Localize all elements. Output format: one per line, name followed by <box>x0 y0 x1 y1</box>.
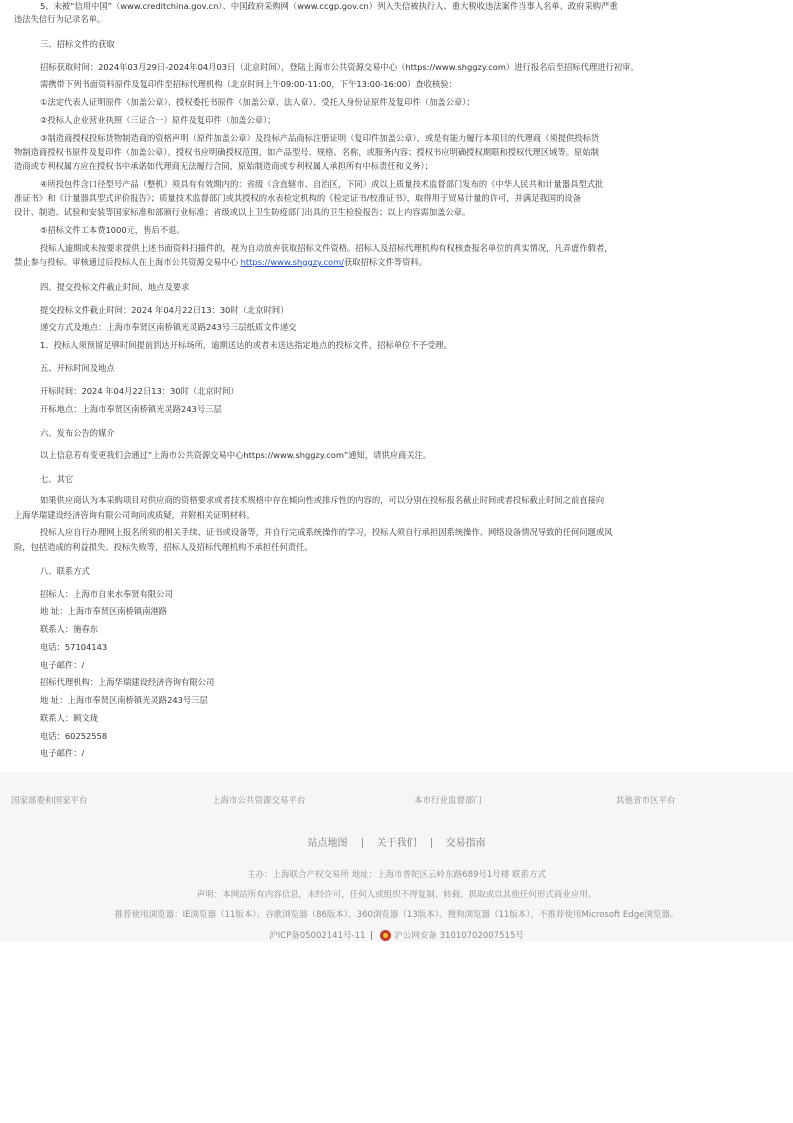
footer-nav-sitemap[interactable]: 站点地图 <box>307 838 348 849</box>
icp-number[interactable]: 沪ICP备05002141号-11 <box>269 931 366 941</box>
agency-contact: 联系人：顾文珑 <box>40 713 99 723</box>
document-item-3-cont2: 造商或专利权属方应在授权书中承诺如代理商无法履行合同，原始制造商或专利权属人承担所有中标责任和义务）； <box>14 161 433 171</box>
media-notice: 以上信息若有变更我们会通过“上海市公共资源交易中心https://www.shggzy.com”通知，请供应商关注。 <box>40 450 432 460</box>
agency-address: 地 址：上海市奉贤区南桥镇光灵路243号三层 <box>40 695 208 705</box>
tenderer-name: 招标人：上海市自来水奉贤有限公司 <box>40 589 173 599</box>
requirement-item-5-cont: 违法失信行为记录名单。 <box>14 14 106 24</box>
tenderer-phone: 电话：57104143 <box>40 642 108 652</box>
agency-name: 招标代理机构：上海华瑞建设经济咨询有限公司 <box>40 677 215 687</box>
section-6-title: 六、发布公告的媒介 <box>40 428 115 438</box>
requirement-item-5: 5、未被“信用中国”（www.creditchina.gov.cn）、中国政府采购网（www.ccgp.gov.cn）列入失信被执行人、重大税收违法案件当事人名单、政府采购严重 <box>40 1 618 11</box>
other-item-2: 投标人应自行办理网上报名所须的相关手续、证书或设备等，并自行完成系统操作的学习，投标人须自行承担因系统操作、网络设备情况导致的任何问题或风 <box>40 527 613 537</box>
submission-place: 递交方式及地点：上海市奉贤区南桥镇光灵路243号三层纸质文件递交 <box>40 322 297 332</box>
required-documents: 需携带下列书面资料原件及复印件至招标代理机构（北京时间上午09:00-11:00，下午13:00-16:00）查收核验： <box>40 79 457 89</box>
section-5-title: 五、开标时间及地点 <box>40 363 115 373</box>
tenderer-address: 地 址：上海市奉贤区南桥镇南港路 <box>40 606 168 616</box>
document-item-3-cont: 物制造商授权书原件及复印件（加盖公章）。授权书应明确授权范围，如产品型号、规格、名称，或服务内容；授权书应明确授权期限和授权代理区域等。原始制 <box>14 147 599 157</box>
other-item-1-cont: 上海华瑞建设经济咨询有限公司询问或质疑，并附相关证明材料。 <box>14 510 255 520</box>
footer-sponsor: 主办：上海联合产权交易所 地址：上海市普陀区云岭东路689号1号楼 联系方式 <box>246 870 547 880</box>
document-item-1: ①法定代表人证明原件（加盖公章）、授权委托书原件（加盖公章、法人章）、受托人身份证原件及复印件（加盖公章）； <box>40 97 475 107</box>
section-3-title: 三、招标文件的获取 <box>40 39 115 49</box>
document-item-2: ②投标人企业营业执照（三证合一）原件及复印件（加盖公章）； <box>40 115 276 125</box>
section-4-title: 四、提交投标文件截止时间、地点及要求 <box>40 282 190 292</box>
footer-link-regulators[interactable]: 本市行业监督部门 <box>414 796 483 806</box>
document-item-4-cont: 准证书》和《计量器具型式评价报告》；质量技术监督部门或其授权的水表检定机构的《检定证书/校准证书》，取得用于贸易计量的许可，并满足我国的设备 <box>14 193 581 203</box>
footer-nav <box>0 834 793 849</box>
footer-statement: 声明：本网站所有内容信息，未经许可，任何人或组织不得复制、转载、抓取或以其他任何形式商业应用。 <box>196 890 597 900</box>
shggzy-link[interactable]: https://www.shggzy.com/ <box>240 257 344 267</box>
footer-registration <box>0 929 793 941</box>
police-record[interactable]: 沪公网安备 31010702007515号 <box>394 931 524 941</box>
footer-link-national[interactable]: 国家部委和国家平台 <box>11 796 88 806</box>
tenderer-email: 电子邮件：/ <box>40 660 85 670</box>
document-item-5: ⑤招标文件工本费1000元，售后不退。 <box>40 225 185 235</box>
submission-note: 1、投标人须预留足够时间提前到达开标场所，逾期送达的或者未送达指定地点的投标文件，招标单位不予受理。 <box>40 340 452 350</box>
tenderer-contact: 联系人：施春东 <box>40 624 99 634</box>
section-8-title: 八、联系方式 <box>40 566 90 576</box>
footer-nav-divider <box>431 838 432 848</box>
acquisition-time: 招标获取时间：2024年03月29日-2024年04月03日（北京时间），登陆上海市公共资源交易中心（https://www.shggzy.com）进行报名后至招标代理进行初审。 <box>40 62 639 72</box>
footer-divider <box>371 931 372 940</box>
other-item-2-cont: 险，包括造成的利益损失、投标失败等，招标人及招标代理机构不承担任何责任。 <box>14 542 313 552</box>
agency-email: 电子邮件：/ <box>40 748 85 758</box>
submission-deadline: 提交投标文件截止时间：2024 年04月22日13：30时（北京时间） <box>40 305 289 315</box>
footer-browser-note: 推荐使用浏览器：IE浏览器（11版本）、谷歌浏览器（86版本）、360浏览器（13版本）、搜狗浏览器（11版本），不推荐使用Microsoft Edge浏览器。 <box>114 910 679 920</box>
police-badge-icon <box>380 930 391 941</box>
section-7-title: 七、其它 <box>40 474 74 484</box>
document-item-3: ③制造商授权投标货物制造商的资格声明（原件加盖公章）及投标产品商标注册证明（复印件加盖公章），或是有能力履行本项目的代理商（须提供投标货 <box>40 133 600 143</box>
acquisition-note: 投标人逾期或未按要求提供上述书面资料扫描件的，视为自动放弃获取招标文件资格。招标人及招标代理机构有权核查报名单位的真实情况，凡弄虚作假者， <box>40 243 613 253</box>
footer-nav-guide[interactable]: 交易指南 <box>445 838 486 849</box>
acquisition-note-cont <box>14 256 780 268</box>
agency-phone: 电话：60252558 <box>40 731 108 741</box>
document-item-4-cont2: 设计、制造、试验和安装等国家标准和部颁行业标准；省级或以上卫生防疫部门出具的卫生检验报告；以上内容需加盖公章。 <box>14 207 471 217</box>
footer-nav-divider <box>362 838 363 848</box>
other-item-1: 如果供应商认为本采购项目对供应商的资格要求或者技术规格中存在倾向性或排斥性的内容的，可以分别在投标报名截止时间或者投标截止时间之前直接向 <box>40 495 605 505</box>
footer-link-shanghai[interactable]: 上海市公共资源交易平台 <box>212 796 306 806</box>
footer-nav-about[interactable]: 关于我们 <box>376 838 417 849</box>
document-item-4: ④所投包件含口径型号产品（整机）须具有有效期内的：省级（含直辖市、自治区，下同）或以上质量技术监督部门发布的《中华人民共和计量器具型式批 <box>40 179 604 189</box>
acquisition-note-text: 禁止参与投标。审核通过后投标人在上海市公共资源交易中心 <box>14 257 241 267</box>
opening-time: 开标时间：2024 年04月22日13：30时（北京时间） <box>40 386 239 396</box>
footer-link-other-provinces[interactable]: 其他省市区平台 <box>616 796 676 806</box>
acquisition-note-tail: 获取招标文件等资料。 <box>343 257 427 267</box>
opening-place: 开标地点：上海市奉贤区南桥镇光灵路243号三层 <box>40 404 222 414</box>
